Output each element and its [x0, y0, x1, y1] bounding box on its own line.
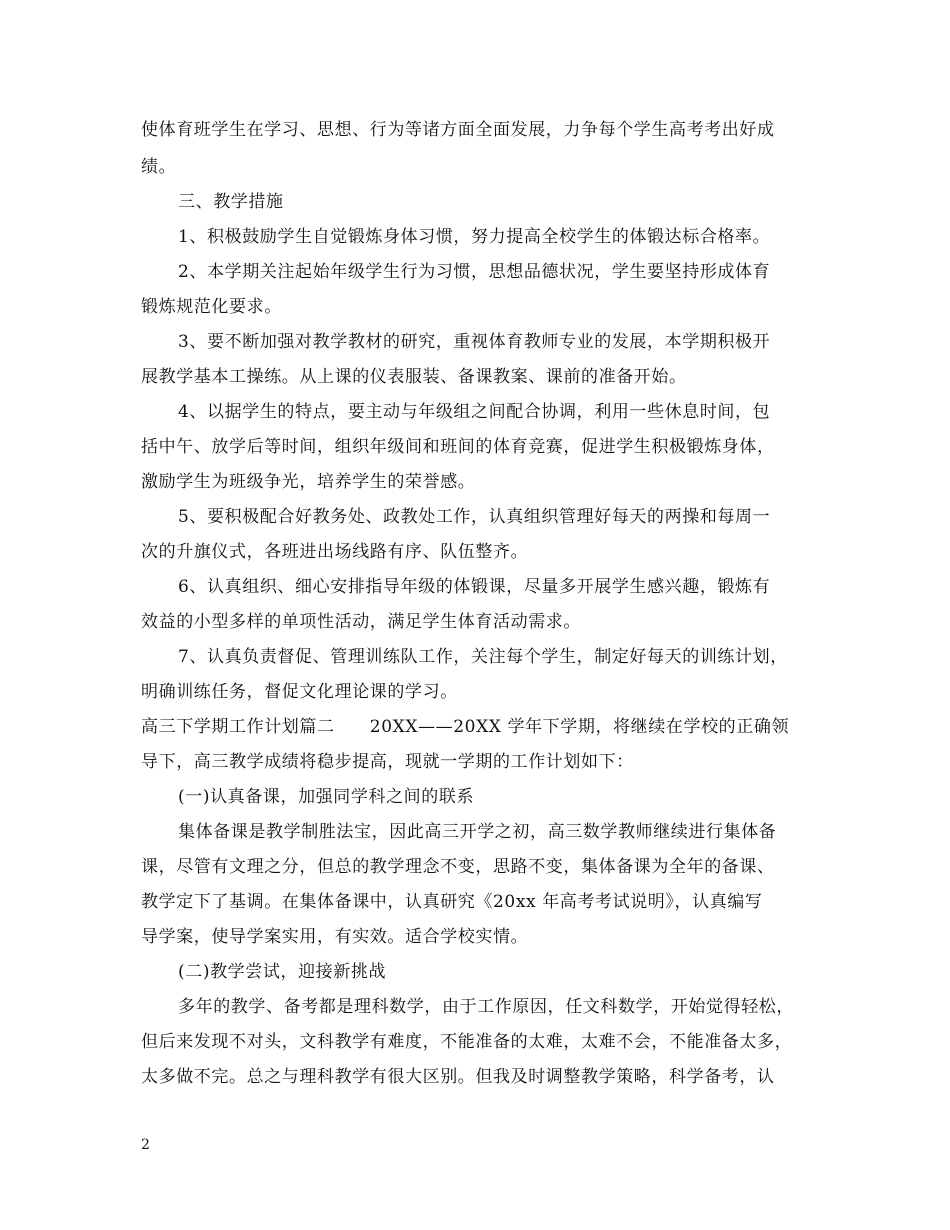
page-number: 2 [141, 1137, 150, 1153]
text-line: 课，尽管有文理之分，但总的教学理念不变，思路不变，集体备课为全年的备课、 [141, 857, 775, 877]
section-heading: 三、教学措施 [178, 192, 284, 212]
text-line: 绩。 [141, 157, 177, 177]
text-line: 2、本学期关注起始年级学生行为习惯，思想品德状况，学生要坚持形成体育 [178, 262, 771, 282]
text-line: 多年的教学、备考都是理科数学，由于工作原因，任文科数学，开始觉得轻松， [178, 997, 794, 1017]
text-line: 4、以据学生的特点，要主动与年级组之间配合协调，利用一些休息时间，包 [178, 402, 771, 422]
text-line: 6、认真组织、细心安排指导年级的体锻课，尽量多开展学生感兴趣，锻炼有 [178, 577, 771, 597]
text-line: 展教学基本工操练。从上课的仪表服装、备课教案、课前的准备开始。 [141, 367, 687, 387]
text-line: 次的升旗仪式，各班进出场线路有序、队伍整齐。 [141, 542, 529, 562]
text-line: 7、认真负责督促、管理训练队工作，关注每个学生，制定好每天的训练计划， [178, 647, 788, 667]
text-line: 导下，高三教学成绩将稳步提高，现就一学期的工作计划如下： [141, 752, 634, 772]
text-line: 1、积极鼓励学生自觉锻炼身体习惯，努力提高全校学生的体锻达标合格率。 [178, 227, 771, 247]
text-line: 激励学生为班级争光，培养学生的荣誉感。 [141, 472, 476, 492]
text-line: 使体育班学生在学习、思想、行为等诸方面全面发展，力争每个学生高考考出好成 [141, 120, 775, 140]
text-line: 但后来发现不对头，文科教学有难度，不能准备的太难，太难不会，不能准备太多， [141, 1032, 793, 1052]
text-line: 锻炼规范化要求。 [141, 297, 282, 317]
text-line: 括中午、放学后等时间，组织年级间和班间的体育竞赛，促进学生积极锻炼身体， [141, 437, 775, 457]
text-line: 效益的小型多样的单项性活动，满足学生体育活动需求。 [141, 612, 581, 632]
text-line: 集体备课是教学制胜法宝，因此高三开学之初，高三数学教师继续进行集体备 [178, 822, 777, 842]
subsection-heading: (一)认真备课，加强同学科之间的联系 [178, 787, 475, 807]
text-line: 教学定下了基调。在集体备课中，认真研究《20xx 年高考考试说明》，认真编写 [141, 892, 763, 912]
text-line: 3、要不断加强对教学教材的研究，重视体育教师专业的发展，本学期积极开 [178, 332, 771, 352]
text-line: 5、要积极配合好教务处、政教处工作，认真组织管理好每天的两操和每周一 [178, 507, 771, 527]
subsection-heading: (二)教学尝试，迎接新挑战 [178, 962, 387, 982]
text-line: 导学案，使导学案实用，有实效。适合学校实情。 [141, 927, 529, 947]
section-heading: 高三下学期工作计划篇二 20XX——20XX 学年下学期，将继续在学校的正确领 [141, 717, 790, 737]
text-line: 明确训练任务，督促文化理论课的学习。 [141, 682, 458, 702]
text-line: 太多做不完。总之与理科教学有很大区别。但我及时调整教学策略，科学备考，认 [141, 1067, 775, 1087]
